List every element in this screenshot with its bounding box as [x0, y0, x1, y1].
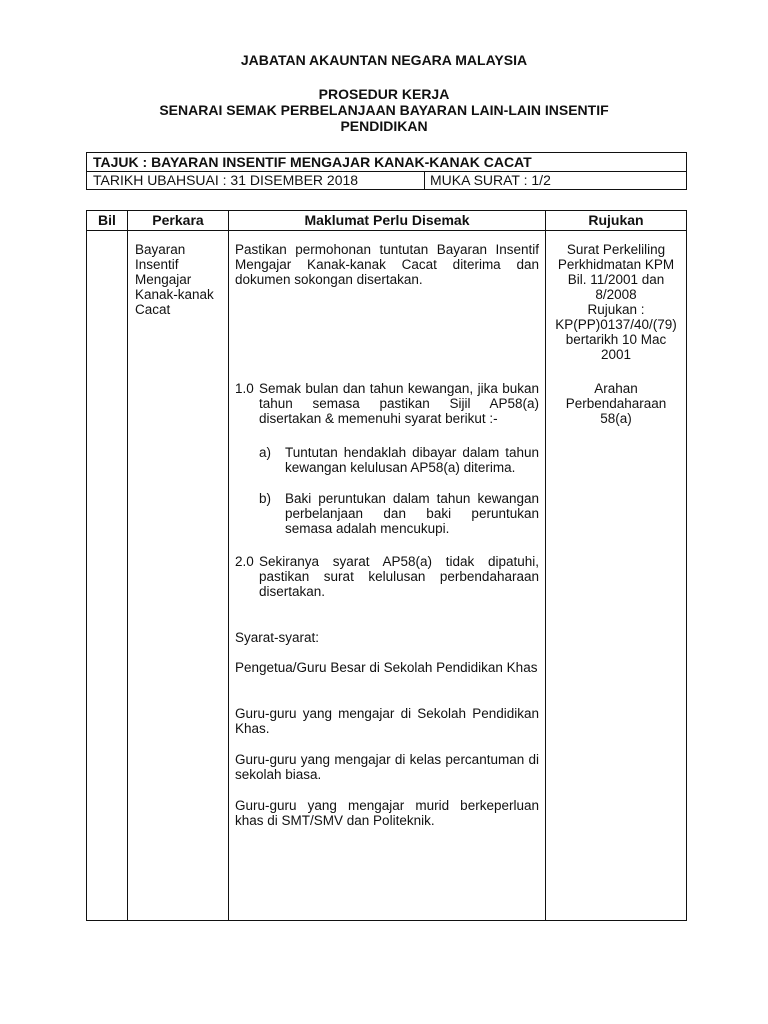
title-table-divider — [424, 172, 425, 190]
rujukan-cell-2 — [548, 381, 684, 426]
rujukan-line: Rujukan : — [587, 302, 645, 317]
rujukan-line: Perbendaharaan — [565, 396, 667, 411]
column-divider-2 — [228, 211, 229, 920]
document-title-line2: PENDIDIKAN — [340, 118, 428, 134]
header-perkara: Perkara — [152, 212, 204, 228]
document-type-heading: PROSEDUR KERJA — [318, 86, 450, 102]
column-divider-1 — [127, 211, 128, 920]
perkara-line: Kanak-kanak — [135, 287, 214, 302]
organization-heading: JABATAN AKAUNTAN NEGARA MALAYSIA — [240, 52, 528, 68]
item1a-label: a) — [259, 445, 272, 460]
header-maklumat: Maklumat Perlu Disemak — [304, 212, 470, 228]
syarat-item: Guru-guru yang mengajar murid berkeperluan khas di SMT/SMV dan Politeknik. — [235, 798, 539, 828]
tajuk-row: TAJUK : BAYARAN INSENTIF MENGAJAR KANAK-KANAK CACAT — [87, 153, 686, 172]
rujukan-line: KP(PP)0137/40/(79) — [555, 317, 677, 332]
document-title-line1: SENARAI SEMAK PERBELANJAAN BAYARAN LAIN-LAIN INSENTIF — [159, 102, 609, 118]
perkara-line: Insentif — [135, 257, 179, 272]
item1a-text: Tuntutan hendaklah dibayar dalam tahun kewangan kelulusan AP58(a) diterima. — [285, 445, 539, 475]
tarikh-ubahsuai: TARIKH UBAHSUAI : 31 DISEMBER 2018 — [93, 172, 359, 188]
item2-text: Sekiranya syarat AP58(a) tidak dipatuhi, pastikan surat kelulusan perbendaharaan disertakan. — [259, 554, 539, 599]
item1-number: 1.0 — [235, 381, 254, 396]
rujukan-line: bertarikh 10 Mac — [565, 332, 667, 347]
rujukan-line: Arahan — [594, 381, 638, 396]
tarikh-row — [87, 172, 686, 190]
checklist-table — [86, 210, 687, 921]
item1b-text: Baki peruntukan dalam tahun kewangan perbelanjaan dan baki peruntukan semasa adalah mencukupi. — [285, 491, 539, 536]
perkara-line: Mengajar — [135, 272, 192, 287]
column-divider-3 — [545, 211, 546, 920]
muka-surat: MUKA SURAT : 1/2 — [430, 172, 551, 188]
item1b-label: b) — [259, 491, 272, 506]
rujukan-line: 58(a) — [600, 411, 632, 426]
rujukan-cell-1 — [548, 242, 684, 362]
perkara-line: Bayaran — [135, 242, 186, 257]
header-bil: Bil — [98, 212, 116, 228]
syarat-item: Guru-guru yang mengajar di kelas percantuman di sekolah biasa. — [235, 752, 539, 782]
perkara-cell — [135, 242, 225, 317]
maklumat-intro: Pastikan permohonan tuntutan Bayaran Insentif Mengajar Kanak-kanak Cacat diterima dan dokumen sokongan disertakan. — [235, 242, 539, 287]
perkara-line: Cacat — [135, 302, 171, 317]
syarat-item: Guru-guru yang mengajar di Sekolah Pendidikan Khas. — [235, 706, 539, 736]
rujukan-line: 2001 — [600, 347, 632, 362]
rujukan-line: Surat Perkeliling — [566, 242, 666, 257]
item1-text: Semak bulan dan tahun kewangan, jika bukan tahun semasa pastikan Sijil AP58(a) disertakan & memenuhi syarat berikut :- — [259, 381, 539, 426]
rujukan-line: 8/2008 — [595, 287, 637, 302]
syarat-heading: Syarat-syarat: — [235, 630, 320, 645]
item2-number: 2.0 — [235, 554, 254, 569]
title-table — [86, 152, 687, 190]
header-divider — [87, 230, 686, 231]
syarat-item: Pengetua/Guru Besar di Sekolah Pendidikan Khas — [235, 660, 538, 675]
rujukan-line: Bil. 11/2001 dan — [567, 272, 665, 287]
header-rujukan: Rujukan — [588, 212, 644, 228]
rujukan-line: Perkhidmatan KPM — [557, 257, 675, 272]
